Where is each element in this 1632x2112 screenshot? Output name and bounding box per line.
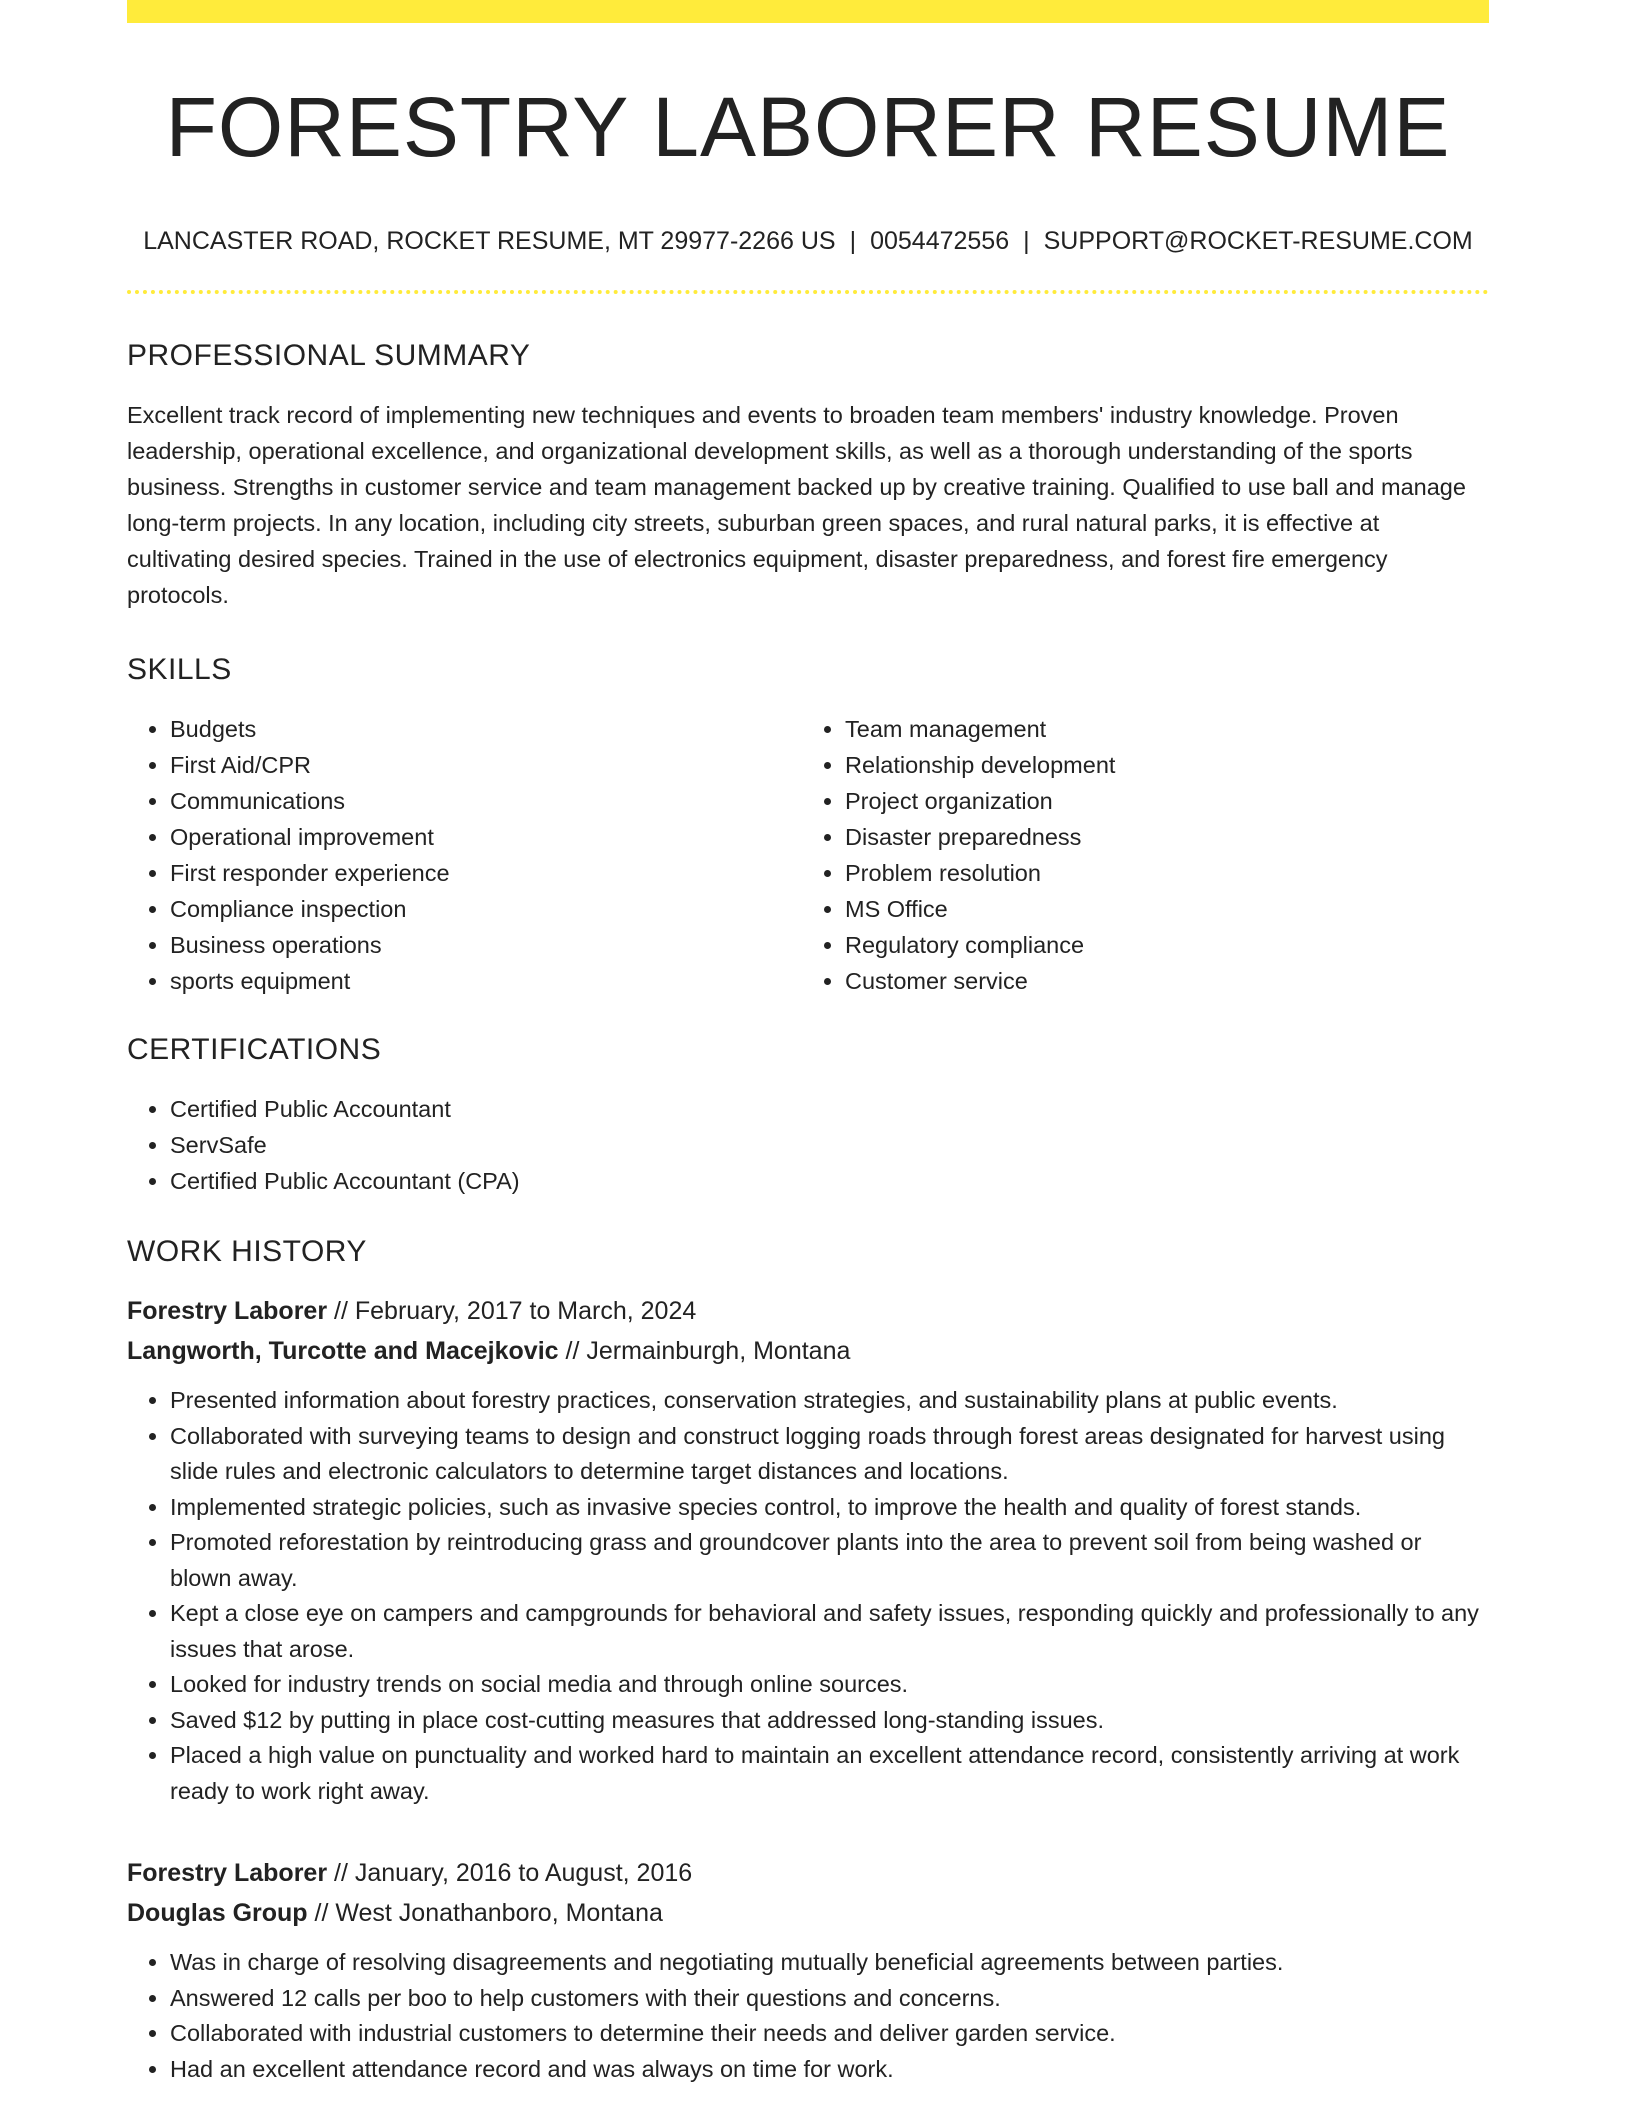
job-bullet: • Promoted reforestation by reintroducing grass and groundcover plants into the area to prevent soil from being washed or blown away. <box>170 1525 1489 1596</box>
resume-title: FORESTRY LABORER RESUME <box>165 80 1451 174</box>
job-company-line <box>127 1331 1489 1371</box>
job-bullet: • Answered 12 calls per boo to help customers with their questions and concerns. <box>170 1981 1489 2017</box>
top-accent-bar <box>127 0 1489 23</box>
certification-item: • Certified Public Accountant <box>170 1091 1489 1127</box>
skill-item: • sports equipment <box>170 963 800 999</box>
job-separator: // <box>307 1899 336 1928</box>
job-dates: January, 2016 to August, 2016 <box>354 1859 693 1888</box>
job-bullets <box>127 1945 1489 2087</box>
job-header <box>127 1291 1489 1371</box>
contact-separator: | <box>849 227 857 256</box>
skill-item: • Regulatory compliance <box>845 927 1475 963</box>
skill-item: • Project organization <box>845 783 1475 819</box>
resume-page <box>127 0 1489 2087</box>
certifications-heading: CERTIFICATIONS <box>127 1033 382 1067</box>
job-bullet: • Implemented strategic policies, such as invasive species control, to improve the health and quality of forest stands. <box>170 1490 1489 1526</box>
contact-email[interactable]: SUPPORT@ROCKET-RESUME.COM <box>1043 227 1473 256</box>
job-separator: // <box>327 1297 355 1326</box>
skill-item: • Problem resolution <box>845 855 1475 891</box>
job-title-line <box>127 1291 1489 1331</box>
contact-address: LANCASTER ROAD, ROCKET RESUME, MT 29977-2266 US <box>143 227 836 256</box>
skill-item: • Disaster preparedness <box>845 819 1475 855</box>
certification-item: • Certified Public Accountant (CPA) <box>170 1163 1489 1199</box>
skill-item: • Customer service <box>845 963 1475 999</box>
job-bullet: • Collaborated with surveying teams to design and construct logging roads through forest areas designated for harvest using slide rules and electronic calculators to determine target distances and locations. <box>170 1419 1489 1490</box>
job-bullet: • Was in charge of resolving disagreements and negotiating mutually beneficial agreements between parties. <box>170 1945 1489 1981</box>
job-bullet: • Looked for industry trends on social media and through online sources. <box>170 1667 1489 1703</box>
certifications-list <box>127 1091 1489 1199</box>
skill-item: • Compliance inspection <box>170 891 800 927</box>
job-bullet: • Collaborated with industrial customers to determine their needs and deliver garden service. <box>170 2016 1489 2052</box>
skill-item: • Relationship development <box>845 747 1475 783</box>
certification-item: • ServSafe <box>170 1127 1489 1163</box>
job-company-line <box>127 1893 1489 1933</box>
summary-heading: PROFESSIONAL SUMMARY <box>127 339 531 373</box>
job-bullet: • Kept a close eye on campers and campgrounds for behavioral and safety issues, responding quickly and professionally to any issues that arose. <box>170 1596 1489 1667</box>
skill-item: • Team management <box>845 711 1475 747</box>
skills-list <box>127 711 1489 999</box>
job-bullet: • Placed a high value on punctuality and worked hard to maintain an excellent attendance record, consistently arriving at work ready to work right away. <box>170 1738 1489 1809</box>
job-bullet: • Presented information about forestry practices, conservation strategies, and sustainability plans at public events. <box>170 1383 1489 1419</box>
skills-heading: SKILLS <box>127 653 232 687</box>
skill-item: • First responder experience <box>170 855 800 891</box>
skills-column-left <box>127 711 800 999</box>
contact-line <box>127 227 1489 256</box>
skills-column-right <box>800 711 1475 999</box>
job-company: Langworth, Turcotte and Macejkovic <box>127 1337 559 1366</box>
job-role: Forestry Laborer <box>127 1297 328 1326</box>
skill-item: • Communications <box>170 783 800 819</box>
job-bullet: • Saved $12 by putting in place cost-cutting measures that addressed long-standing issues. <box>170 1703 1489 1739</box>
skill-item: • Budgets <box>170 711 800 747</box>
skill-item: • First Aid/CPR <box>170 747 800 783</box>
skill-item: • Business operations <box>170 927 800 963</box>
job-bullet: • Had an excellent attendance record and was always on time for work. <box>170 2052 1489 2088</box>
work-history-heading: WORK HISTORY <box>127 1235 367 1269</box>
skill-item: • Operational improvement <box>170 819 800 855</box>
contact-phone[interactable]: 0054472556 <box>870 227 1010 256</box>
job-role: Forestry Laborer <box>127 1859 328 1888</box>
dotted-divider <box>127 290 1489 294</box>
contact-separator: | <box>1023 227 1030 256</box>
job-company: Douglas Group <box>127 1899 308 1928</box>
job-dates: February, 2017 to March, 2024 <box>354 1297 697 1326</box>
job-separator: // <box>327 1859 355 1888</box>
job-location: Jermainburgh, Montana <box>586 1337 851 1366</box>
skill-item: • MS Office <box>845 891 1475 927</box>
job-bullets <box>127 1383 1489 1809</box>
summary-text: Excellent track record of implementing new techniques and events to broaden team members' industry knowledge. Proven leadership, operational excellence, and organizational development skills, as well as a thorough understanding of the sports business. Strengths in customer service and team management backed up by creative training. Qualified to use ball and manage long-term projects. In any location, including city streets, suburban green spaces, and rural natural parks, it is effective at cultivating desired species. Trained in the use of electronics equipment, disaster preparedness, and forest fire emergency protocols. <box>127 402 1466 609</box>
job-separator: // <box>558 1337 587 1366</box>
job-title-line <box>127 1853 1489 1893</box>
job-header <box>127 1853 1489 1933</box>
job-location: West Jonathanboro, Montana <box>335 1899 663 1928</box>
